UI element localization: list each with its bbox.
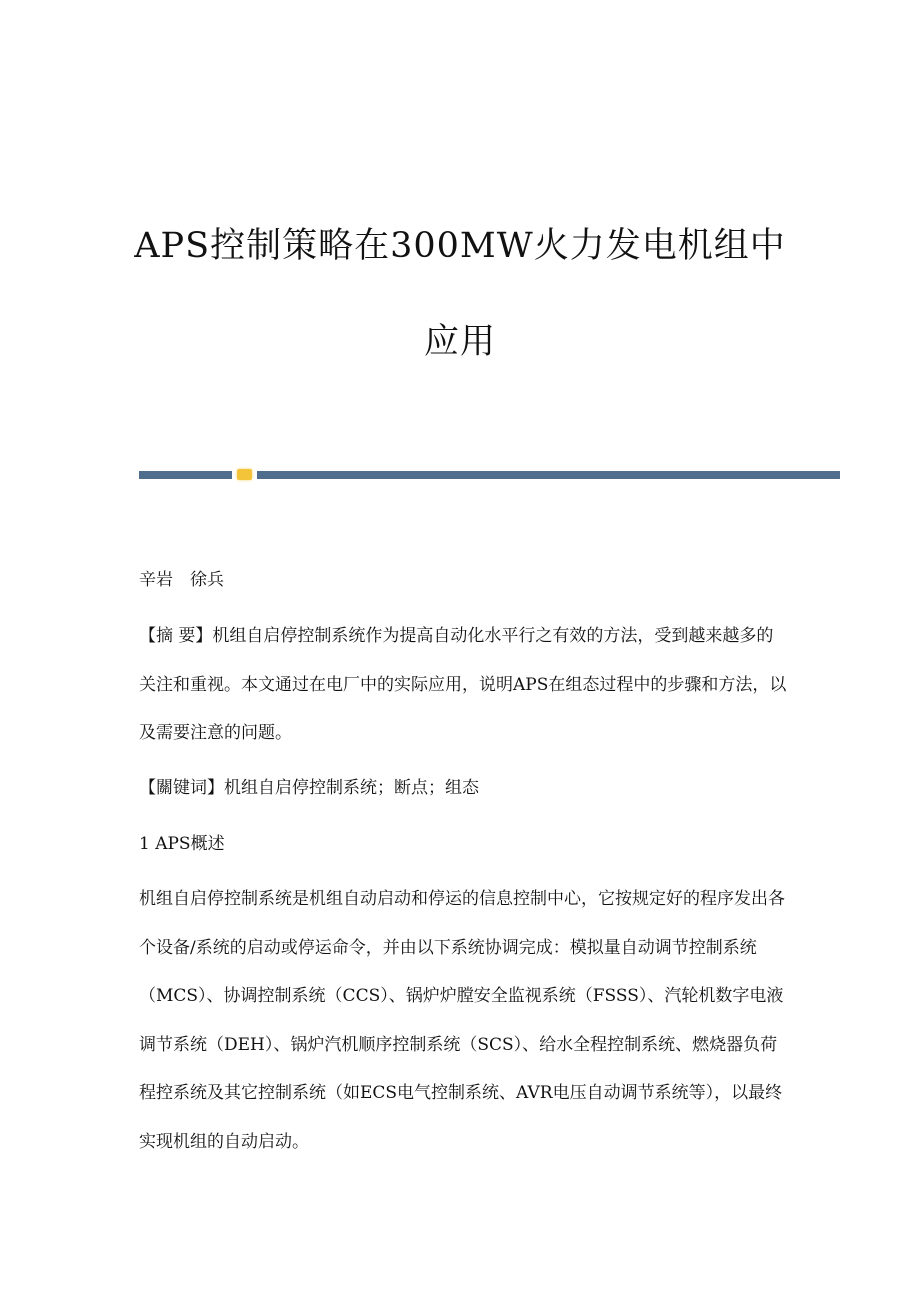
divider-left (139, 471, 232, 479)
section-body: 机组自启停控制系统是机组自动启动和停运的信息控制中心，它按规定好的程序发出各个设备/系统的启动或停运命令，并由以下系统协调完成：模拟量自动调节控制系统（MCS）、协调控制系统（CCS）、锅炉炉膛安全监视系统（FSSS）、汽轮机数字电液调节系统（DEH）、锅炉汽机顺序控制系统（SCS）、给水全程控制系统、燃烧器负荷程控系统及其它控制系统（如ECS电气控制系统、AVR电压自动调节系统等），以最终实现机组的自动启动。 (139, 889, 785, 1152)
divider-right (257, 471, 840, 479)
title-line-1: APS控制策略在300MW火力发电机组中 (134, 226, 786, 266)
title-line-2: 应用 (423, 322, 496, 362)
keywords: 【關键词】机组自启停控制系统；断点；组态 (139, 778, 479, 798)
divider-ornament-icon (237, 469, 252, 480)
authors: 辛岩 徐兵 (139, 570, 224, 590)
abstract: 【摘 要】机组自启停控制系统作为提高自动化水平行之有效的方法，受到越来越多的关注和重视。本文通过在电厂中的实际应用，说明APS在组态过程中的步骤和方法，以及需要注意的问题。 (139, 626, 787, 743)
section-heading: 1 APS概述 (139, 834, 225, 854)
